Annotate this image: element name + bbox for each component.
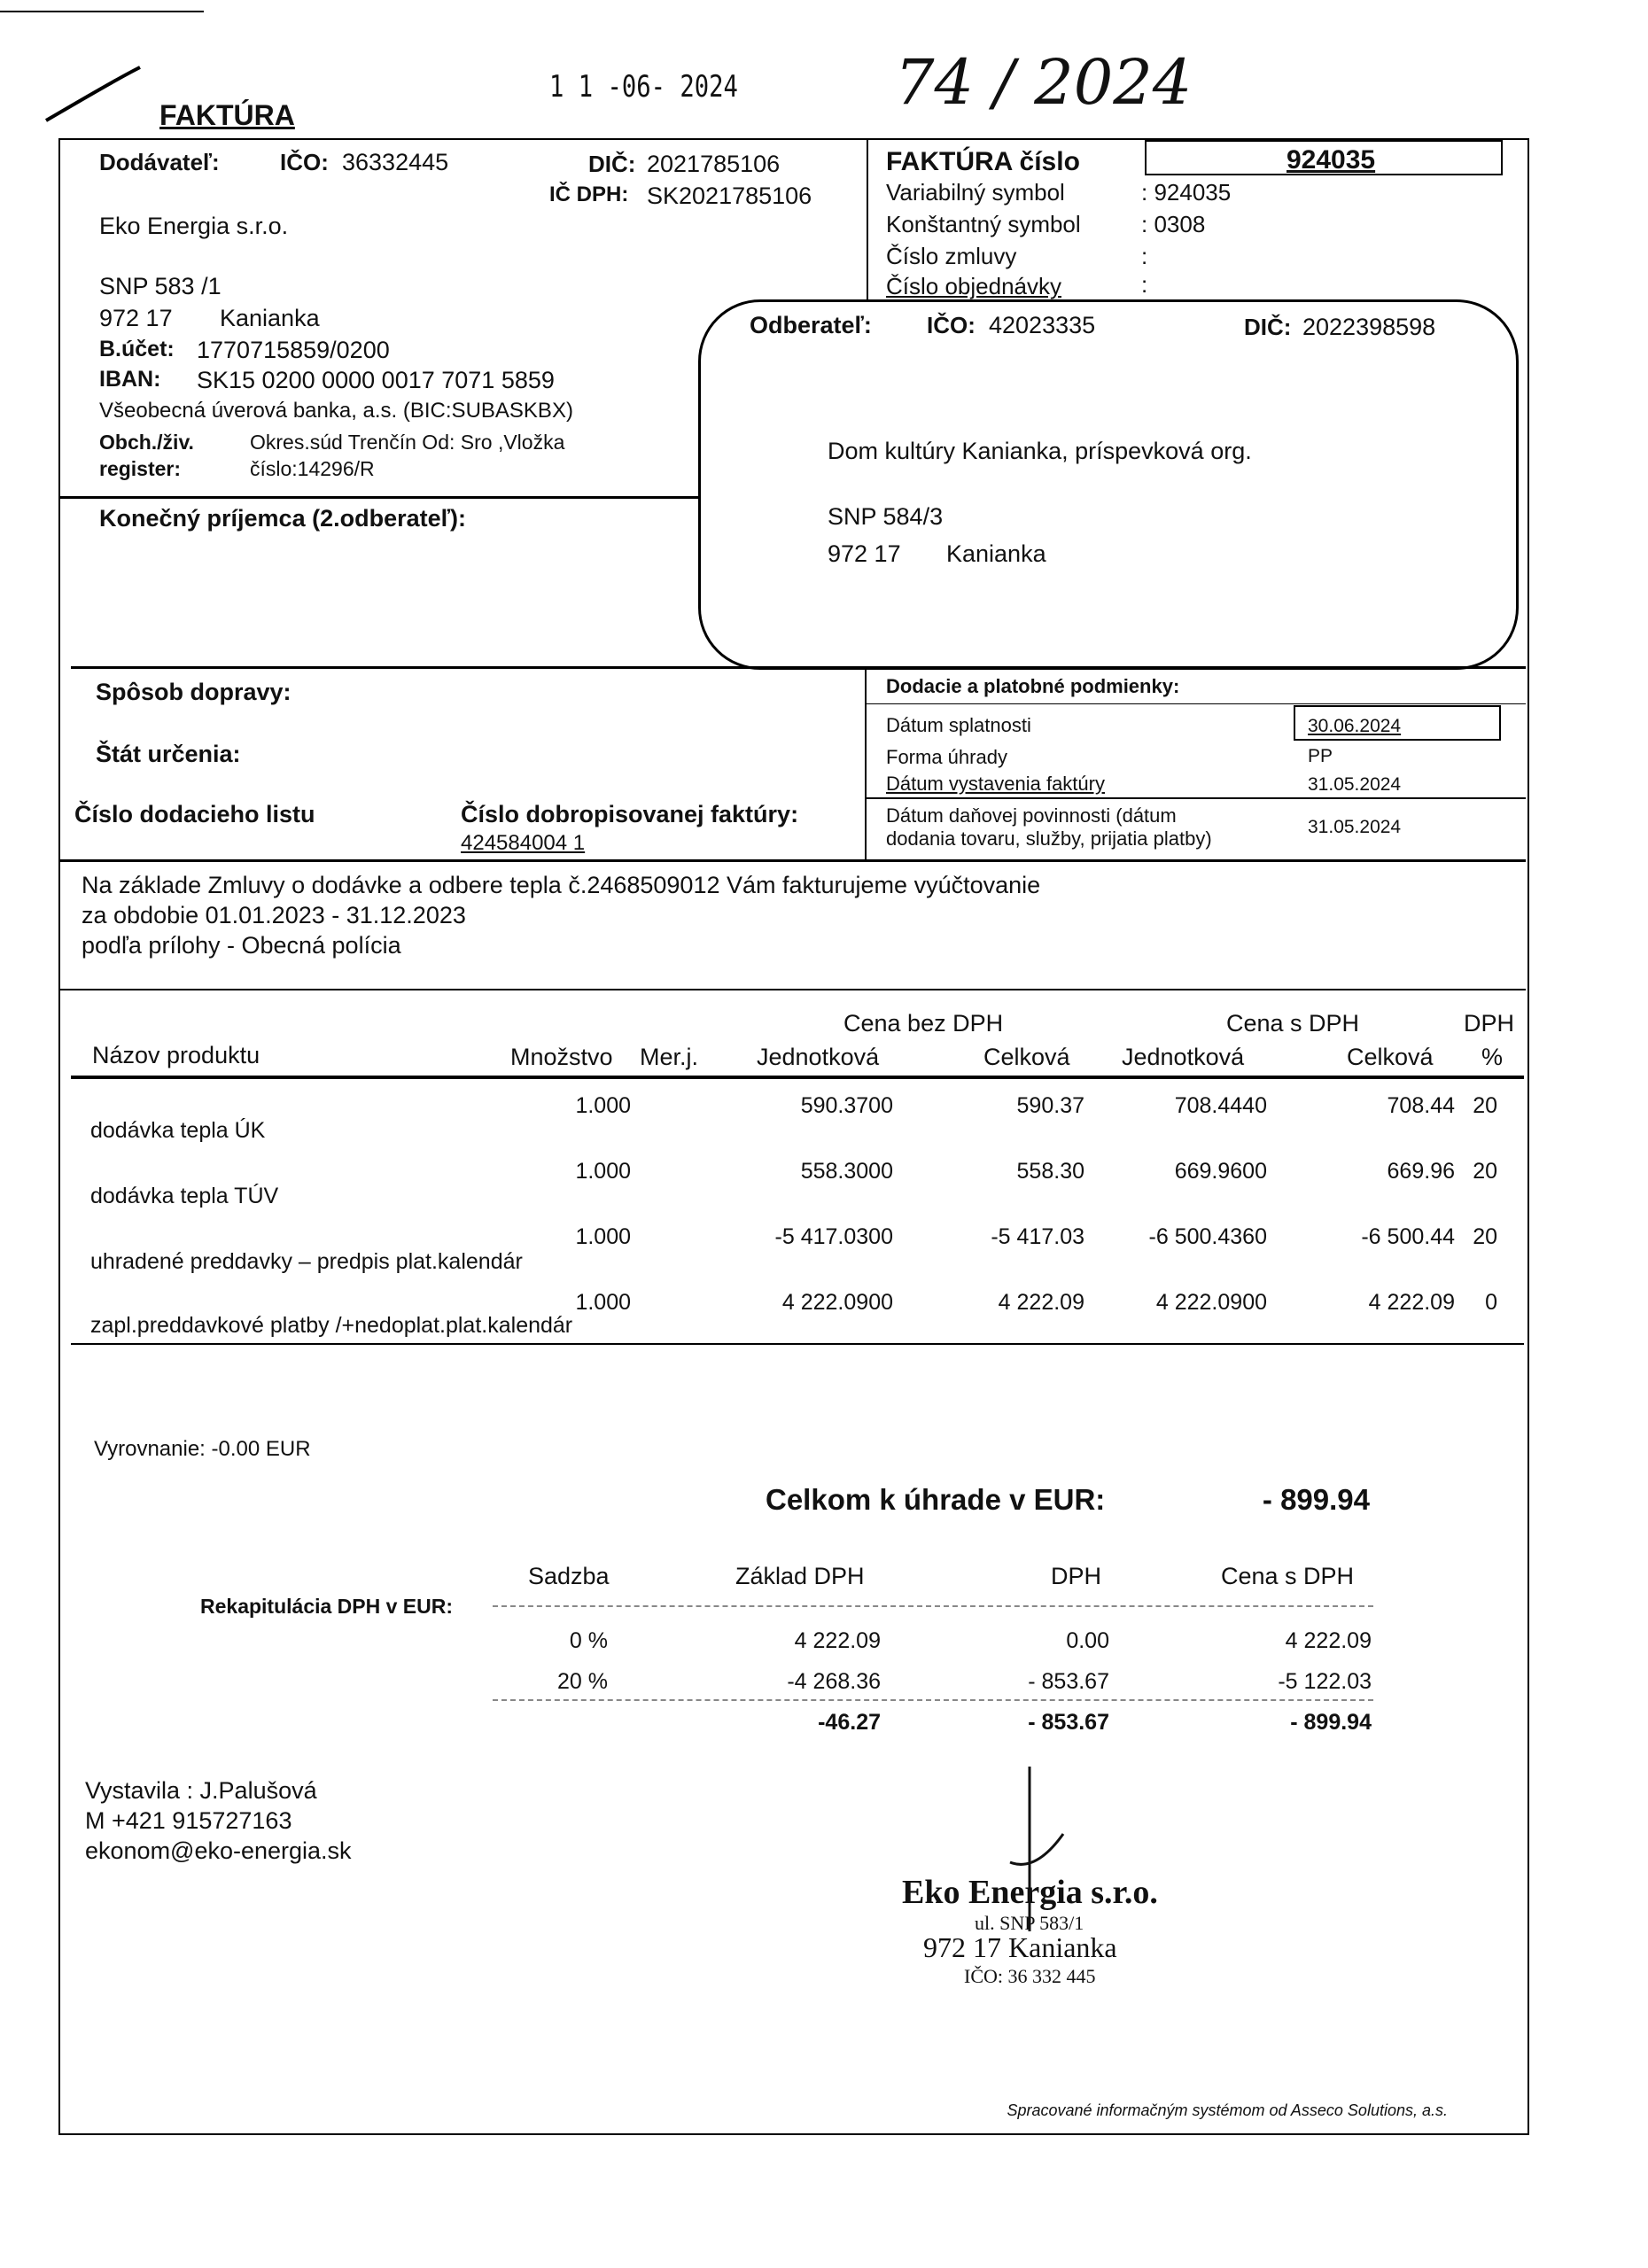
description-line-3: podľa prílohy - Obecná polícia: [82, 932, 401, 959]
row-name: dodávka tepla ÚK: [90, 1118, 266, 1143]
row-total-vat: 4 222.09: [1368, 1290, 1455, 1315]
column-total-vat: Celková: [1347, 1044, 1434, 1070]
column-quantity: Množstvo: [510, 1044, 613, 1070]
due-date: 30.06.2024: [1308, 716, 1402, 736]
handwritten-reference: 74 / 2024: [895, 46, 1193, 119]
recap-sum-vat: - 853.67: [1028, 1710, 1109, 1735]
recap-col-rate: Sadzba: [528, 1563, 610, 1589]
customer-dic: 2022398598: [1302, 314, 1436, 340]
recap-rate: 20 %: [557, 1669, 608, 1694]
due-date-label: Dátum splatnosti: [886, 714, 1031, 736]
company-stamp-ico: IČO: 36 332 445: [964, 1965, 1096, 1987]
supplier-account-label: B.účet:: [99, 337, 175, 361]
recap-sum-total: - 899.94: [1290, 1710, 1372, 1735]
row-total: -5 417.03: [991, 1224, 1084, 1249]
row-unit-price: 558.3000: [800, 1159, 893, 1184]
supplier-street: SNP 583 /1: [99, 273, 222, 299]
company-stamp-street: ul. SNP 583/1: [975, 1912, 1084, 1934]
contract-number-label: Číslo zmluvy: [886, 243, 1017, 269]
supplier-iban: SK15 0200 0000 0017 7071 5859: [197, 367, 555, 393]
tax-date-label-2: dodania tovaru, služby, prijatia platby): [886, 827, 1212, 850]
issue-date-label: Dátum vystavenia faktúry: [886, 773, 1105, 795]
footer-note: Spracované informačným systémom od Asseco Solutions, a.s.: [1007, 2101, 1448, 2119]
description-top-line: [58, 859, 1526, 862]
total-due-label: Celkom k úhrade v EUR:: [766, 1483, 1106, 1516]
order-number: :: [1141, 271, 1148, 298]
supplier-label: Dodávateľ:: [99, 149, 220, 175]
row-quantity: 1.000: [575, 1290, 631, 1315]
supplier-zip: 972 17: [99, 305, 173, 331]
transport-mode-label: Spôsob dopravy:: [96, 679, 292, 705]
constant-symbol: : 0308: [1141, 211, 1206, 237]
pen-slash-mark: [44, 62, 142, 124]
tax-date-label-1: Dátum daňovej povinnosti (dátum: [886, 804, 1177, 827]
customer-street: SNP 584/3: [828, 503, 944, 530]
credit-note-number: 424584004 1: [461, 831, 586, 855]
row-unit-price-vat: -6 500.4360: [1148, 1224, 1267, 1249]
description-line-1: Na základe Zmluvy o dodávke a odbere tepla č.2468509012 Vám fakturujeme vyúčtovanie: [82, 872, 1041, 898]
row-unit-price: -5 417.0300: [774, 1224, 893, 1249]
customer-zip: 972 17: [828, 540, 901, 567]
recap-header-line: [493, 1605, 1373, 1607]
row-total-vat: 708.44: [1387, 1093, 1455, 1118]
customer-ico-label: IČO:: [927, 312, 976, 338]
transport-terms-divider: [865, 666, 867, 859]
credit-note-label: Číslo dobropisovanej faktúry:: [461, 801, 799, 827]
supplier-dic: 2021785106: [647, 151, 781, 177]
column-product: Názov produktu: [92, 1042, 260, 1068]
scan-top-line: [0, 11, 204, 12]
recap-rate: 0 %: [569, 1628, 608, 1653]
row-vat: 20: [1473, 1224, 1497, 1249]
recap-label: Rekapitulácia DPH v EUR:: [200, 1595, 454, 1618]
customer-label: Odberateľ:: [750, 312, 872, 338]
row-quantity: 1.000: [575, 1159, 631, 1184]
destination-country-label: Štát určenia:: [96, 741, 241, 767]
column-unit-price: Jednotková: [757, 1044, 880, 1070]
received-date-stamp: 1 1 -06- 2024: [549, 69, 738, 105]
recap-base: 4 222.09: [794, 1628, 881, 1653]
supplier-bank: Všeobecná úverová banka, a.s. (BIC:SUBASKBX): [99, 399, 573, 423]
row-total: 590.37: [1016, 1093, 1084, 1118]
issuer-phone: M +421 915727163: [85, 1807, 292, 1834]
supplier-dic-label: DIČ:: [588, 151, 636, 177]
description-bottom-line: [58, 989, 1526, 990]
supplier-icdph-label: IČ DPH:: [549, 183, 629, 206]
recap-vat: 0.00: [1066, 1628, 1109, 1653]
supplier-register-1: Okres.súd Trenčín Od: Sro ,Vložka: [250, 431, 565, 454]
supplier-register-label-1: Obch./živ.: [99, 431, 194, 454]
settlement-text: Vyrovnanie: -0.00 EUR: [94, 1437, 311, 1461]
recap-sum-base: -46.27: [818, 1710, 881, 1735]
supplier-city: Kanianka: [220, 305, 320, 331]
contract-number: :: [1141, 243, 1148, 269]
row-total-vat: 669.96: [1387, 1159, 1455, 1184]
column-vat-percent: %: [1481, 1044, 1504, 1070]
supplier-divider: [58, 496, 714, 499]
row-total-vat: -6 500.44: [1361, 1224, 1455, 1249]
issuer-name: Vystavila : J.Palušová: [85, 1777, 317, 1804]
recap-col-total: Cena s DPH: [1221, 1563, 1355, 1589]
row-name: dodávka tepla TÚV: [90, 1184, 279, 1208]
variable-symbol: : 924035: [1141, 179, 1232, 206]
customer-name: Dom kultúry Kanianka, príspevková org.: [828, 438, 1252, 464]
supplier-iban-label: IBAN:: [99, 367, 161, 392]
row-vat: 20: [1473, 1093, 1497, 1118]
row-unit-price-vat: 4 222.0900: [1155, 1290, 1267, 1315]
tax-date: 31.05.2024: [1308, 817, 1402, 837]
table-bottom-line: [71, 1343, 1524, 1345]
supplier-invoice-divider: [867, 138, 868, 307]
recap-col-base: Základ DPH: [735, 1563, 865, 1589]
header-with-vat: Cena s DPH: [1226, 1010, 1360, 1037]
customer-box: [698, 299, 1519, 670]
supplier-register-2: číslo:14296/R: [250, 457, 375, 480]
row-unit-price-vat: 669.9600: [1174, 1159, 1267, 1184]
terms-inner-line: [867, 797, 1526, 799]
supplier-register-label-2: register:: [99, 457, 182, 480]
payment-form-label: Forma úhrady: [886, 746, 1007, 768]
company-stamp-city: 972 17 Kanianka: [923, 1931, 1117, 1963]
final-recipient-label: Konečný príjemca (2.odberateľ):: [99, 505, 467, 532]
delivery-note-label: Číslo dodacieho listu: [74, 801, 315, 827]
row-vat: 20: [1473, 1159, 1497, 1184]
recap-col-vat: DPH: [1051, 1563, 1102, 1589]
recap-vat: - 853.67: [1028, 1669, 1109, 1694]
column-total: Celková: [983, 1044, 1070, 1070]
order-number-label: Číslo objednávky: [886, 273, 1061, 299]
column-unit: Mer.j.: [640, 1044, 699, 1070]
customer-city: Kanianka: [946, 540, 1046, 567]
total-due-value: - 899.94: [1262, 1483, 1370, 1516]
customer-ico: 42023335: [989, 312, 1096, 338]
row-unit-price: 4 222.0900: [781, 1290, 893, 1315]
row-unit-price: 590.3700: [800, 1093, 893, 1118]
terms-label: Dodacie a platobné podmienky:: [886, 675, 1180, 697]
row-total: 4 222.09: [998, 1290, 1084, 1315]
supplier-icdph: SK2021785106: [647, 183, 812, 209]
header-without-vat: Cena bez DPH: [843, 1010, 1004, 1037]
table-header-line: [71, 1076, 1524, 1079]
supplier-name: Eko Energia s.r.o.: [99, 213, 289, 239]
transport-top-line: [71, 666, 1526, 669]
header-vat-top: DPH: [1464, 1010, 1515, 1037]
row-unit-price-vat: 708.4440: [1174, 1093, 1267, 1118]
recap-base: -4 268.36: [787, 1669, 881, 1694]
payment-form: PP: [1308, 746, 1333, 766]
page-title: FAKTÚRA: [159, 99, 295, 131]
recap-total: -5 122.03: [1278, 1669, 1372, 1694]
terms-label-line: [867, 703, 1526, 704]
supplier-ico-label: IČO:: [280, 149, 329, 175]
row-quantity: 1.000: [575, 1224, 631, 1249]
supplier-ico: 36332445: [342, 149, 449, 175]
recap-total: 4 222.09: [1285, 1628, 1372, 1653]
invoice-number-label: FAKTÚRA číslo: [886, 147, 1080, 176]
description-line-2: za obdobie 01.01.2023 - 31.12.2023: [82, 902, 466, 928]
row-name: uhradené preddavky – predpis plat.kalendár: [90, 1249, 523, 1274]
issue-date: 31.05.2024: [1308, 774, 1402, 795]
row-vat: 0: [1485, 1290, 1497, 1315]
column-unit-price-vat: Jednotková: [1122, 1044, 1245, 1070]
supplier-account: 1770715859/0200: [197, 337, 390, 363]
company-stamp-name: Eko Energia s.r.o.: [902, 1874, 1158, 1911]
invoice-number: 924035: [1287, 145, 1376, 175]
issuer-email: ekonom@eko-energia.sk: [85, 1837, 352, 1864]
customer-dic-label: DIČ:: [1244, 314, 1292, 340]
variable-symbol-label: Variabilný symbol: [886, 179, 1065, 206]
recap-sum-line: [493, 1699, 1373, 1701]
row-name: zapl.preddavkové platby /+nedoplat.plat.kalendár: [90, 1313, 573, 1338]
constant-symbol-label: Konštantný symbol: [886, 211, 1081, 237]
row-quantity: 1.000: [575, 1093, 631, 1118]
row-total: 558.30: [1016, 1159, 1084, 1184]
